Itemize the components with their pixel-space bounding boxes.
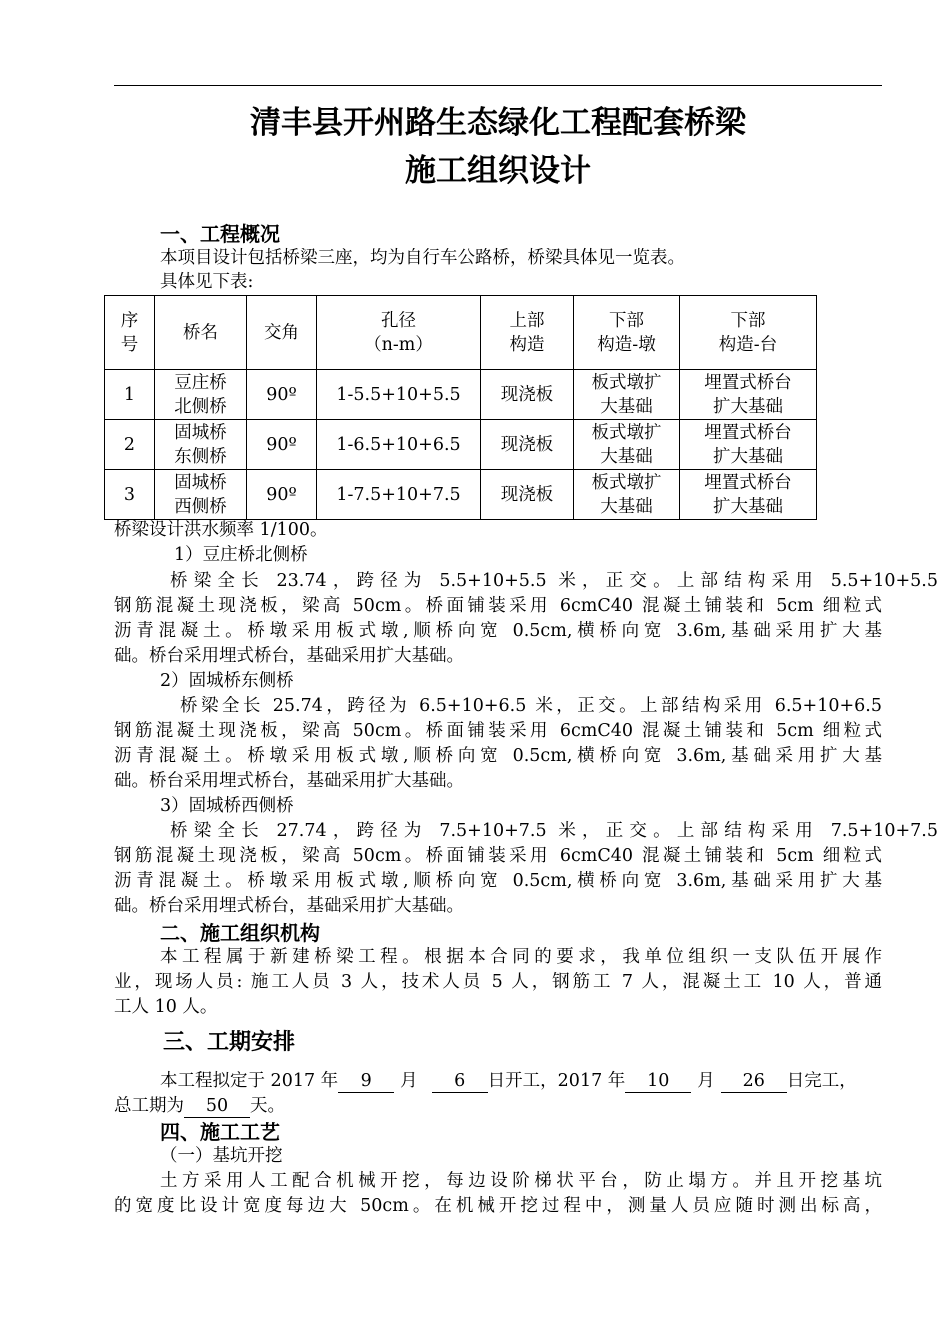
paragraph-line: 桥梁全长 27.74，跨径为 7.5+10+7.5 米，正交。上部结构采用 7.5+10+7.5 — [170, 821, 938, 841]
schedule-text: 月 — [400, 1071, 418, 1091]
table-cell: 固城桥 东侧桥 — [155, 420, 247, 470]
paragraph-line: 础。桥台采用埋式桥台，基础采用扩大基础。 — [114, 771, 464, 791]
paragraph-line: 业，现场人员: 施工人员 3 人，技术人员 5 人，钢筋工 7 人，混凝土工 10 人，普通 — [114, 972, 882, 992]
document-title: 清丰县开州路生态绿化工程配套桥梁 — [250, 105, 746, 141]
table-header-cell: 桥名 — [155, 296, 247, 370]
table-cell: 板式墩扩 大基础 — [574, 470, 680, 520]
paragraph-line: 桥梁设计洪水频率 1/100。 — [114, 520, 328, 540]
end-day-value: 26 — [721, 1070, 787, 1093]
table-cell: 埋置式桥台 扩大基础 — [680, 420, 817, 470]
table-cell: 2 — [105, 420, 155, 470]
table-cell: 板式墩扩 大基础 — [574, 370, 680, 420]
table-header-row — [105, 296, 817, 370]
paragraph-line: 钢筋混凝土现浇板，梁高 50cm。桥面铺装采用 6cmC40 混凝土铺装和 5cm 细粒式 — [114, 721, 882, 741]
table-cell: 埋置式桥台 扩大基础 — [680, 470, 817, 520]
bridge-table — [104, 295, 817, 520]
schedule-text: 月 — [697, 1071, 715, 1091]
section-heading-organization: 二、施工组织机构 — [160, 921, 320, 945]
paragraph-line: 本工程属于新建桥梁工程。根据本合同的要求，我单位组织一支队伍开展作 — [160, 947, 882, 967]
table-cell: 1-6.5+10+6.5 — [317, 420, 481, 470]
table-header-cell: 孔径 （n-m） — [317, 296, 481, 370]
table-header-cell: 下部 构造-墩 — [574, 296, 680, 370]
paragraph-line: 沥青混凝土。桥墩采用板式墩,顺桥向宽 0.5cm,横桥向宽 3.6m,基础采用扩大基 — [114, 621, 882, 641]
paragraph-line: 沥青混凝土。桥墩采用板式墩,顺桥向宽 0.5cm,横桥向宽 3.6m,基础采用扩大基 — [114, 871, 882, 891]
table-row — [105, 370, 817, 420]
paragraph-line: 土方采用人工配合机械开挖，每边设阶梯状平台，防止塌方。并且开挖基坑 — [160, 1171, 882, 1191]
table-row — [105, 420, 817, 470]
table-cell: 板式墩扩 大基础 — [574, 420, 680, 470]
schedule-text: 日完工， — [786, 1071, 857, 1091]
schedule-text: 本工程拟定于 2017 年 — [160, 1071, 339, 1091]
paragraph-line: 本项目设计包括桥梁三座，均为自行车公路桥，桥梁具体见一览表。 — [160, 248, 685, 268]
subsection-heading: 3）固城桥西侧桥 — [160, 796, 294, 816]
table-header-cell: 序 号 — [105, 296, 155, 370]
table-cell: 豆庄桥 北侧桥 — [155, 370, 247, 420]
table-cell: 1-5.5+10+5.5 — [317, 370, 481, 420]
table-cell: 90º — [247, 370, 317, 420]
table-header-cell: 交角 — [247, 296, 317, 370]
table-cell: 埋置式桥台 扩大基础 — [680, 370, 817, 420]
schedule-text: 日开工，2017 年 — [487, 1071, 626, 1091]
table-cell: 90º — [247, 420, 317, 470]
table-cell: 1 — [105, 370, 155, 420]
paragraph-line: 工人 10 人。 — [114, 997, 218, 1017]
section-heading-schedule: 三、工期安排 — [163, 1030, 296, 1055]
paragraph-line: 具体见下表: — [160, 272, 254, 292]
table-cell: 现浇板 — [481, 470, 574, 520]
schedule-text: 天。 — [250, 1096, 285, 1116]
paragraph-line: 础。桥台采用埋式桥台，基础采用扩大基础。 — [114, 896, 464, 916]
subsection-heading: 2）固城桥东侧桥 — [160, 671, 294, 691]
subsection-heading: （一）基坑开挖 — [160, 1146, 283, 1166]
table-header-cell: 上部 构造 — [481, 296, 574, 370]
schedule-line — [114, 1069, 928, 1094]
table-row — [105, 470, 817, 520]
table-cell: 1-7.5+10+7.5 — [317, 470, 481, 520]
total-days-value: 50 — [184, 1095, 250, 1118]
paragraph-line: 钢筋混凝土现浇板，梁高 50cm。桥面铺装采用 6cmC40 混凝土铺装和 5cm 细粒式 — [114, 846, 882, 866]
document-subtitle: 施工组织设计 — [405, 153, 591, 189]
paragraph-line: 钢筋混凝土现浇板，梁高 50cm。桥面铺装采用 6cmC40 混凝土铺装和 5cm 细粒式 — [114, 596, 882, 616]
paragraph-line: 的宽度比设计宽度每边大 50cm。在机械开挖过程中，测量人员应随时测出标高， — [114, 1196, 882, 1216]
paragraph-line: 桥梁全长 25.74，跨径为 6.5+10+6.5 米，正交。上部结构采用 6.5+10+6.5 — [180, 696, 882, 716]
paragraph-line: 础。桥台采用埋式桥台，基础采用扩大基础。 — [114, 646, 464, 666]
table-cell: 90º — [247, 470, 317, 520]
end-month-value: 10 — [625, 1070, 691, 1093]
schedule-line — [114, 1094, 882, 1119]
paragraph-line: 沥青混凝土。桥墩采用板式墩,顺桥向宽 0.5cm,横桥向宽 3.6m,基础采用扩大基 — [114, 746, 882, 766]
table-header-cell: 下部 构造-台 — [680, 296, 817, 370]
table-cell: 现浇板 — [481, 420, 574, 470]
paragraph-line: 桥梁全长 23.74，跨径为 5.5+10+5.5 米，正交。上部结构采用 5.5+10+5.5 — [170, 571, 938, 591]
start-month-value: 9 — [338, 1070, 394, 1093]
start-day-value: 6 — [432, 1070, 488, 1093]
header-rule — [114, 85, 882, 86]
table-cell: 3 — [105, 470, 155, 520]
subsection-heading: 1）豆庄桥北侧桥 — [174, 545, 308, 565]
section-heading-process: 四、施工工艺 — [160, 1120, 280, 1144]
table-cell: 固城桥 西侧桥 — [155, 470, 247, 520]
table-cell: 现浇板 — [481, 370, 574, 420]
section-heading-overview: 一、工程概况 — [160, 222, 280, 246]
schedule-text: 总工期为 — [114, 1096, 184, 1116]
